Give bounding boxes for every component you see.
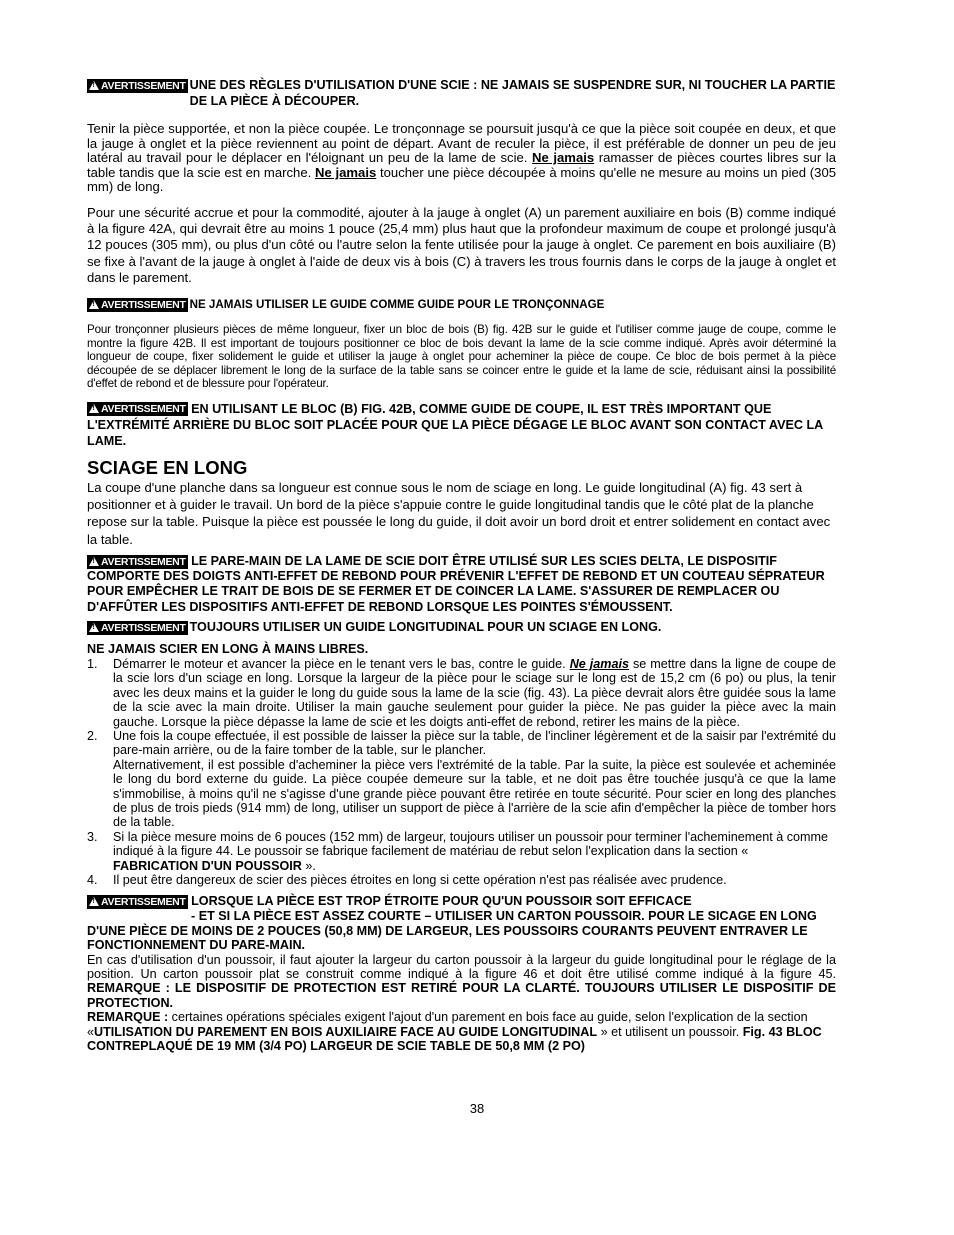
warning-3-text: EN UTILISANT LE BLOC (B) FIG. 42B, COMME GUIDE DE COUPE, IL EST TRÈS IMPORTANT QUE L'EXTRÉMITÉ ARRIÈRE DU BLOC SOIT PLACÉE POUR QUE LA PIÈCE DÉGAGE LE BLOC AVANT SON CONTACT AVEC LA LAME. <box>87 401 823 448</box>
warning-5-text: TOUJOURS UTILISER UN GUIDE LONGITUDINAL POUR UN SCIAGE EN LONG. <box>189 619 662 634</box>
paragraph-3: Pour tronçonner plusieurs pièces de même longueur, fixer un bloc de bois (B) fig. 42B sur le guide et l'utiliser comme jauge de coupe, comme le montre la figure 42B. Il est important de toujours positionner ce bloc de bois devant la lame de la scie comme indiqué. Après avoir déterminé la longueur de coupe, fixer solidement le guide et utiliser la jauge à onglet pour acheminer la pièce de coupe. Ce bloc de bois permet à la pièce découpée de se déplacer librement le long de la surface de la table sans se coincer entre le guide et la lame de scie, réduisant ainsi la possibilité d'effet de rebond et de blessure pour l'opérateur. <box>87 323 836 391</box>
warning-triangle-icon <box>89 300 99 309</box>
warning-triangle-icon <box>89 404 99 413</box>
instruction-list <box>87 657 836 888</box>
warning-1 <box>87 78 836 109</box>
page-number: 38 <box>469 1101 485 1116</box>
warning-2-text: NE JAMAIS UTILISER LE GUIDE COMME GUIDE POUR LE TRONÇONNAGE <box>189 297 605 311</box>
warning-badge: !AVERTISSEMENT <box>87 555 188 569</box>
warning-badge: !AVERTISSEMENT <box>87 79 188 93</box>
paragraph-4: La coupe d'une planche dans sa longueur est connue sous le nom de sciage en long. Le guide longitudinal (A) fig. 43 sert à positionner et à guider le travail. Un bord de la pièce s'appuie contre le guide longitudinal tandis que le côté plat de la planche repose sur la table. Puisque la pièce est poussée le long du guide, il doit avoir un bord droit et entrer solidement en contact avec la table. <box>87 479 831 547</box>
warning-triangle-icon <box>89 557 99 566</box>
warning-6-text-a: LORSQUE LA PIÈCE EST TROP ÉTROITE POUR QU'UN POUSSOIR SOIT EFFICACE <box>191 894 692 909</box>
warning-triangle-icon <box>89 81 99 90</box>
warning-triangle-icon <box>89 623 99 632</box>
paragraph-5: En cas d'utilisation d'un poussoir, il faut ajouter la largeur du carton poussoir à la largeur du guide longitudinal pour le réglage de la position. Un carton poussoir plat se construit comme indiqué à la figure 46 et doit être utilisé comme indiqué à la figure 45. REMARQUE : LE DISPOSITIF DE PROTECTION EST RETIRÉ POUR LA CLARTÉ. TOUJOURS UTILISER LE DISPOSITIF DE PROTECTION. <box>87 952 836 1010</box>
section-heading-sciage: SCIAGE EN LONG <box>87 456 248 478</box>
warning-badge: !AVERTISSEMENT <box>87 402 188 416</box>
paragraph-6: REMARQUE : certaines opérations spéciales exigent l'ajout d'un parement en bois face au guide, selon l'explication de la section «UTILISATION DU PAREMENT EN BOIS AUXILIAIRE FACE AU GUIDE LONGITUDINAL » et utilisent un poussoir. Fig. 43 BLOC CONTREPLAQUÉ DE 19 MM (3/4 PO) LARGEUR DE SCIE TABLE DE 50,8 MM (2 PO) <box>87 1010 822 1054</box>
manual-page <box>87 78 836 1053</box>
figure-caption: Fig. 43 BLOC CONTREPLAQUÉ DE 19 MM (3/4 PO) LARGEUR DE SCIE TABLE DE 50,8 MM (2 PO) <box>87 1024 822 1054</box>
warning-triangle-icon <box>89 897 99 906</box>
warning-badge: !AVERTISSEMENT <box>87 298 188 312</box>
list-item: 2. Une fois la coupe effectuée, il est possible de laisser la pièce sur la table, de l'incliner légèrement et de la saisir par l'extrémité du pare-main arrière, ou de la faire tomber de la table, sur le plancher. Alternativement, il est possible d'acheminer la pièce vers l'extrémité de la table. Par la suite, la pièce est soulevée et acheminée le long du bord externe du guide. La pièce coupée demeure sur la table, et ne doit pas être touchée jusqu'à ce que la lame s'immobilise, à moins qu'il ne s'agisse d'une grande pièce pouvant être retirée en toute sécurité. Pour scier en long des planches de plus de trois pieds (914 mm) de long, utiliser un support de pièce à l'arrière de la scie afin d'empêcher la pièce de tomber hors de la table. <box>87 728 836 830</box>
paragraph-2: Pour une sécurité accrue et pour la commodité, ajouter à la jauge à onglet (A) un parement auxiliaire en bois (B) comme indiqué à la figure 42A, qui devrait être au moins 1 pouce (25,4 mm) plus haut que la profondeur maximum de coupe et prolongé jusqu'à 12 pouces (305 mm), ou plus d'un côté ou l'autre selon la fente utilisée pour la jauge à onglet. Ce parement en bois auxiliaire (B) se fixe à l'avant de la jauge à onglet à l'aide de deux vis à bois (C) à travers les trous fournis dans le corps de la jauge à onglet et dans le parement. <box>87 204 836 285</box>
warning-3 <box>87 401 836 449</box>
warning-2 <box>87 297 836 313</box>
warning-5 <box>87 620 836 636</box>
list-item: 4. Il peut être dangereux de scier des pièces étroites en long si cette opération n'est pas réalisée avec prudence. <box>87 872 727 887</box>
no-freehand-rule: NE JAMAIS SCIER EN LONG À MAINS LIBRES. <box>87 642 369 657</box>
list-item: 1. Démarrer le moteur et avancer la pièce en le tenant vers le bas, contre le guide. Ne jamais se mettre dans la ligne de coupe de la scie lors d'un sciage en long. Lorsque la largeur de la pièce pour le sciage sur le long est de 15,2 cm (6 po) ou plus, la tenir avec les deux mains et la guider le long du guide sous la lame de la scie (fig. 43). La pièce devrait alors être guidée sous la lame de la scie avec la main droite. Utiliser la main gauche seulement pour guider la pièce. Ne pas guider la pièce avec la main gauche. Lorsque la pièce dépasse la lame de scie et les doigts anti-effet de rebond, retirer les mains de la pièce. <box>87 656 837 729</box>
list-item: 3. Si la pièce mesure moins de 6 pouces (152 mm) de largeur, toujours utiliser un poussoir pour terminer l'acheminement à comme indiqué à la figure 44. Le poussoir se fabrique facilement de matériau de rebut selon l'explication dans la section « FABRICATION D'UN POUSSOIR ». <box>87 829 828 873</box>
warning-4-text: LE PARE-MAIN DE LA LAME DE SCIE DOIT ÊTRE UTILISÉ SUR LES SCIES DELTA, LE DISPOSITIF COMPORTE DES DOIGTS ANTI-EFFET DE REBOND POUR PRÉVENIR L'EFFET DE REBOND ET UN COUTEAU SÉPRATEUR POUR EMPÊCHER LE TRAIT DE BOIS DE SE FERMER ET DE COINCER LA LAME. S'ASSURER DE REMPLACER OU D'AFFÛTER LES DISPOSITIFS ANTI-EFFET DE REBOND LORSQUE LES POINTES S'ÉMOUSSENT. <box>87 553 825 614</box>
paragraph-1: Tenir la pièce supportée, et non la pièce coupée. Le tronçonnage se poursuit jusqu'à ce que la pièce soit coupée en deux, et que la jauge à onglet et la pièce reviennent au point de départ. Avant de reculer la pièce, il est préférable de donner un peu de jeu latéral au travail pour le déplacer en l'éloignant un peu de la lame de scie. Ne jamais ramasser de pièces courtes libres sur la table tandis que la scie est en marche. Ne jamais toucher une pièce découpée à moins qu'elle ne mesure au moins un pied (305 mm) de long. <box>87 121 837 195</box>
warning-6 <box>87 894 836 952</box>
warning-badge: !AVERTISSEMENT <box>87 621 188 635</box>
warning-4 <box>87 554 836 615</box>
warning-6-text-b: - ET SI LA PIÈCE EST ASSEZ COURTE – UTILISER UN CARTON POUSSOIR. POUR LE SICAGE EN LONG D'UNE PIÈCE DE MOINS DE 2 POUCES (50,8 MM) DE LARGEUR, LES POUSSOIRS COURANTS PEUVENT ENTRAVER LE FONCTIONNEMENT DU PARE-MAIN. <box>87 909 817 953</box>
warning-1-text: UNE DES RÈGLES D'UTILISATION D'UNE SCIE : NE JAMAIS SE SUSPENDRE SUR, NI TOUCHER LA PARTIE DE LA PIÈCE À DÉCOUPER. <box>189 78 836 108</box>
warning-badge: !AVERTISSEMENT <box>87 895 188 909</box>
